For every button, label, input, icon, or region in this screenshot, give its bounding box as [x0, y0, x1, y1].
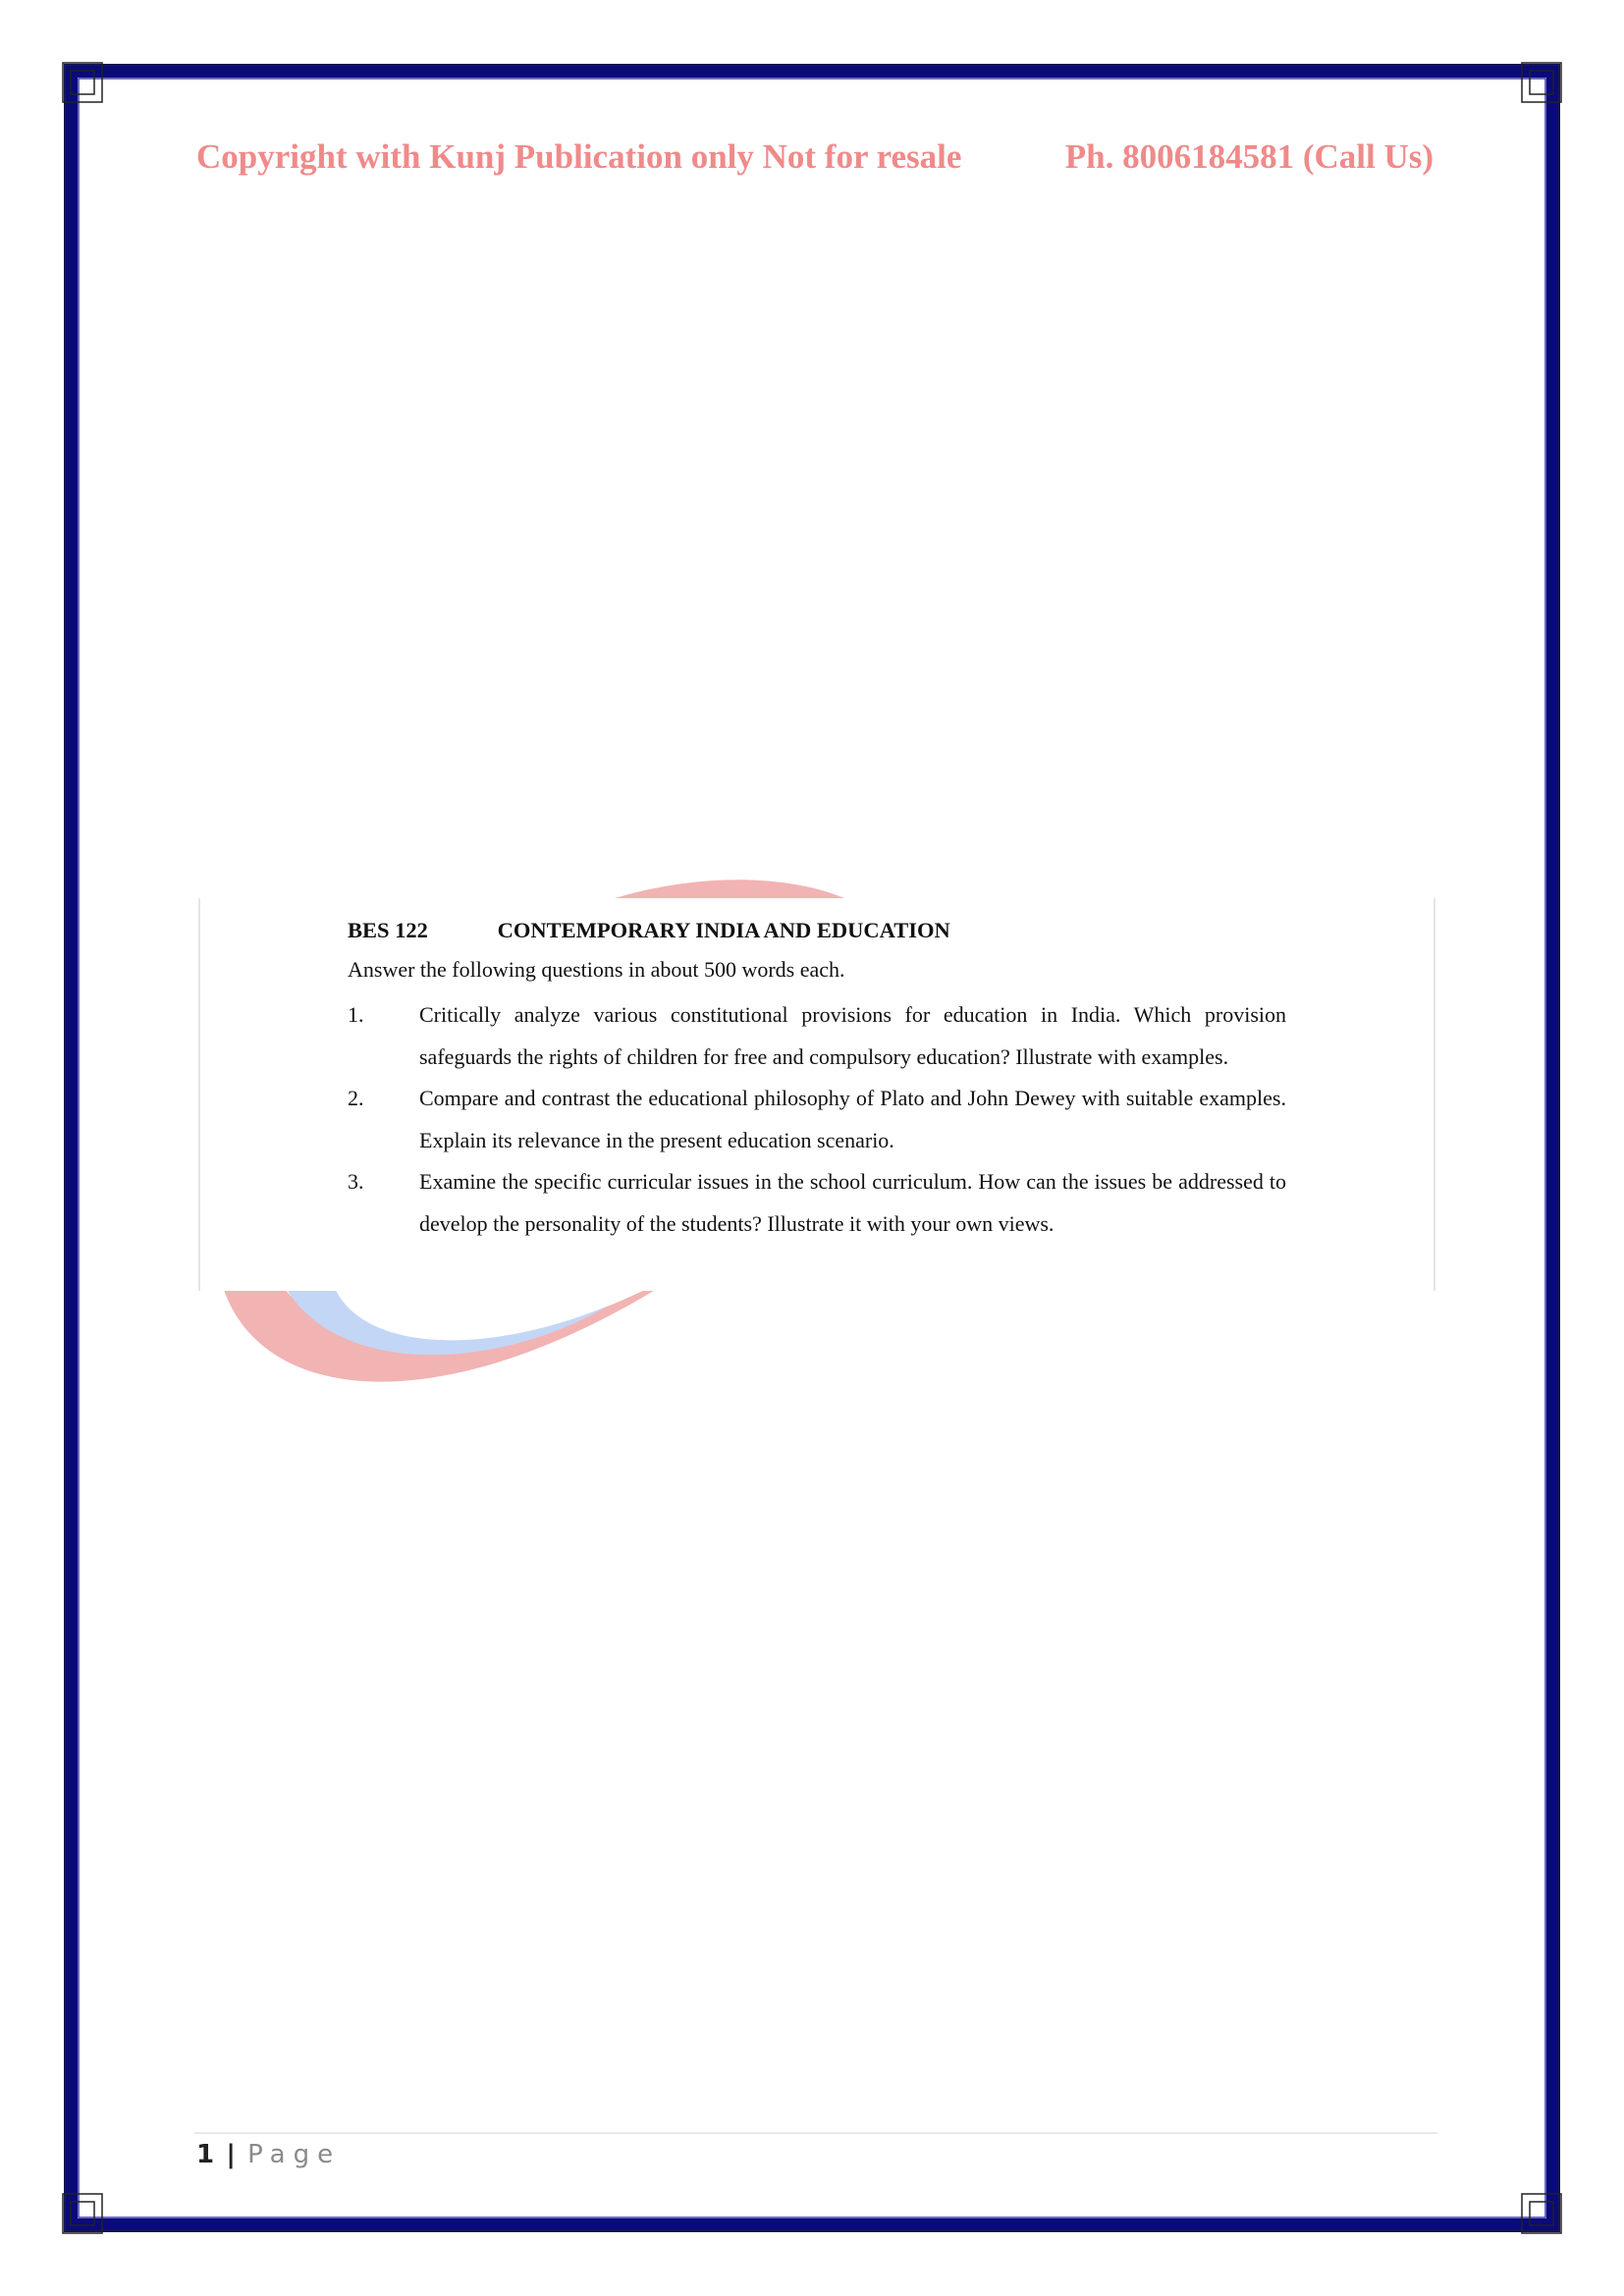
phone-number: Ph. 8006184581 (Call Us): [1064, 137, 1434, 176]
question-number: 3.: [348, 1169, 364, 1194]
page-footer: [196, 2140, 341, 2169]
question-item: [348, 994, 1286, 1078]
question-list: [348, 994, 1286, 1245]
copyright-notice: Copyright with Kunj Publication only Not for resale: [196, 137, 962, 176]
question-text: Compare and contrast the educational philosophy of Plato and John Dewey with suitable examples. Explain its relevance in the present education scenario.: [419, 1086, 1286, 1152]
question-item: [348, 1078, 1286, 1161]
page-separator: |: [226, 2140, 236, 2169]
course-title: CONTEMPORARY INDIA AND EDUCATION: [497, 918, 950, 942]
course-code: BES 122: [348, 918, 428, 942]
question-number: 2.: [348, 1086, 364, 1110]
course-heading: [348, 918, 1286, 943]
footer-divider: [194, 2132, 1437, 2134]
instruction-text: Answer the following questions in about 500 words each.: [348, 957, 845, 982]
question-number: 1.: [348, 1002, 364, 1027]
question-text: Critically analyze various constitutional provisions for education in India. Which provision safeguards the rights of children for free and compulsory education? Illustrate with examples.: [419, 1002, 1286, 1069]
question-text: Examine the specific curricular issues in the school curriculum. How can the issues be addressed to develop the personality of the students? Illustrate it with your own views.: [419, 1169, 1286, 1236]
header-banner: [196, 137, 1434, 177]
question-panel: [198, 898, 1435, 1291]
page-label: Page: [247, 2140, 342, 2169]
question-item: [348, 1161, 1286, 1245]
page-number: 1: [196, 2140, 215, 2169]
